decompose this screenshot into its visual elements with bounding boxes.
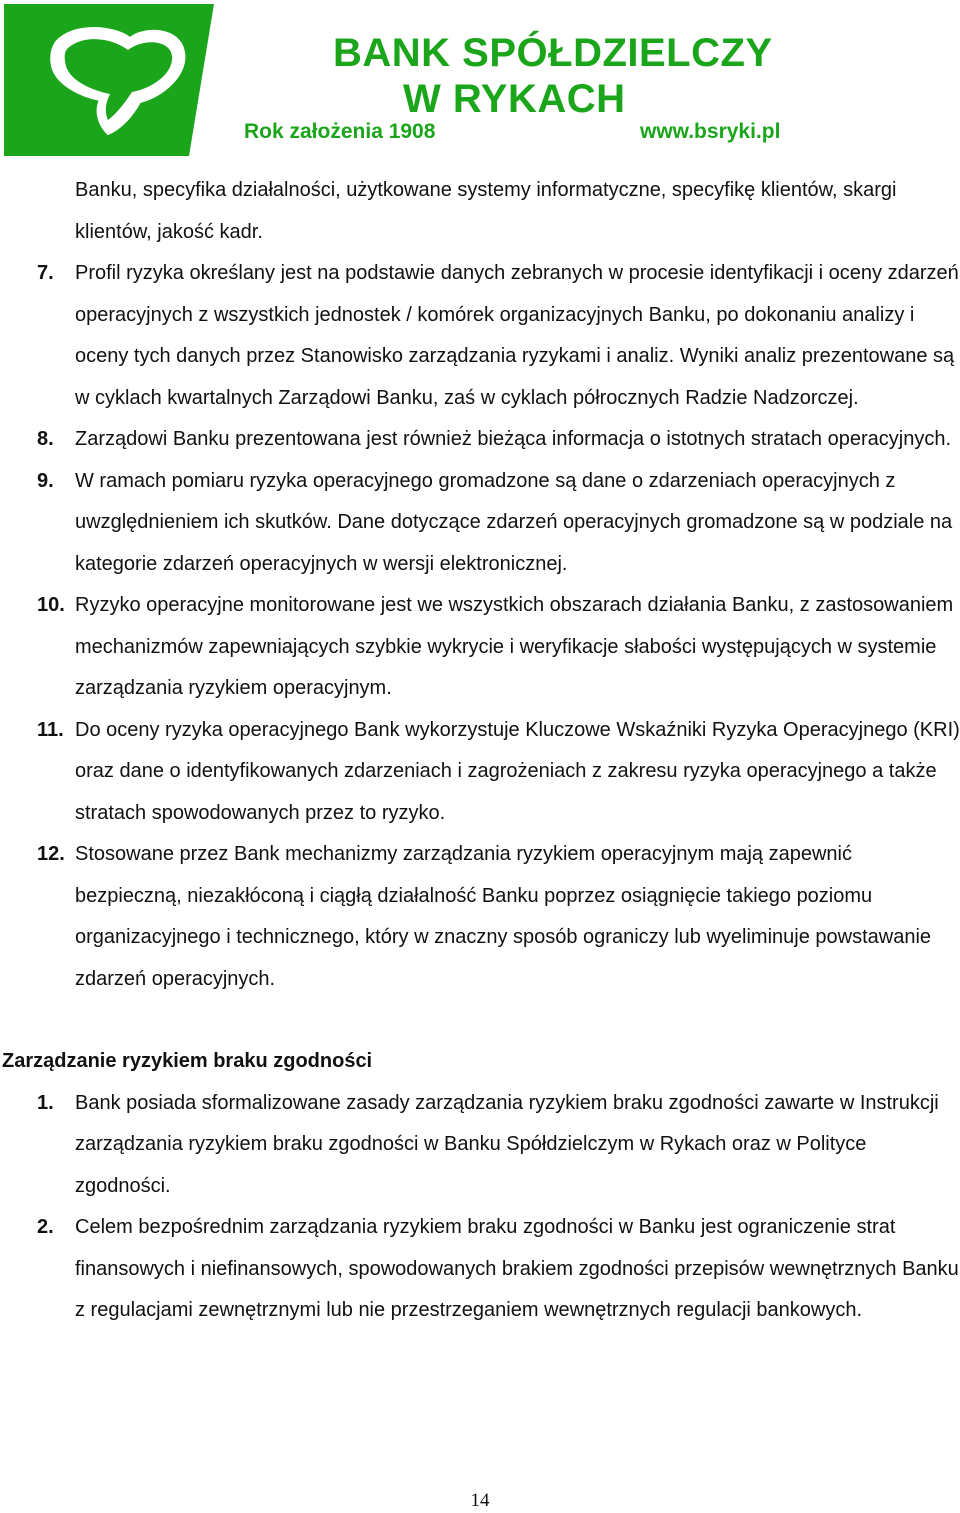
list-item-number: 12. — [37, 843, 65, 865]
page-number: 14 — [470, 1490, 490, 1511]
list-item — [0, 1083, 960, 1208]
list-item-text: Ryzyko operacyjne monitorowane jest we wszystkich obszarach działania Banku, z zastosowaniem mechanizmów zapewniających szybkie wykrycie i weryfikacje słabości występujących w systemie zarządzania ryzykiem operacyjnym. — [75, 594, 954, 699]
list-item — [0, 585, 960, 710]
list-item — [0, 461, 960, 586]
bank-name-line2: W RYKACH — [403, 77, 626, 121]
bank-logo-icon — [4, 4, 214, 156]
list-item — [0, 253, 960, 419]
bank-name — [333, 30, 773, 122]
list-item — [0, 710, 960, 835]
section-title: Zarządzanie ryzykiem braku zgodności — [2, 1050, 373, 1072]
list-item — [0, 834, 960, 1000]
compliance-risk-list — [0, 1083, 960, 1332]
list-item-number: 7. — [37, 262, 54, 284]
list-item-number: 8. — [37, 428, 54, 450]
list-item-text: Celem bezpośrednim zarządzania ryzykiem braku zgodności w Banku jest ograniczenie strat finansowych i niefinansowych, spowodowanych brakiem zgodności przepisów wewnętrznych Banku z regulacjami zewnętrznymi lub nie przestrzeganiem wewnętrznych regulacji bankowych. — [75, 1216, 959, 1321]
website-link[interactable]: www.bsryki.pl — [640, 120, 781, 143]
bank-logo-svg — [4, 4, 214, 156]
list-item-number: 10. — [37, 594, 65, 616]
list-item-text: Do oceny ryzyka operacyjnego Bank wykorzystuje Kluczowe Wskaźniki Ryzyka Operacyjnego (KRI) oraz dane o identyfikowanych zdarzeniach i zagrożeniach z zakresu ryzyka operacyjnego a także stratach spowodowanych przez to ryzyko. — [75, 718, 960, 824]
list-item-text: Bank posiada sformalizowane zasady zarządzania ryzykiem braku zgodności zawarte w Instrukcji zarządzania ryzykiem braku zgodności w Banku Spółdzielczym w Rykach oraz w Polityce zgodności. — [75, 1091, 939, 1197]
document-body — [0, 170, 960, 1332]
founded-year: Rok założenia 1908 — [244, 120, 436, 143]
section-spacer — [0, 1000, 960, 1041]
list-item-number: 11. — [37, 718, 64, 741]
list-item-number: 9. — [37, 469, 54, 492]
list-item-number: 1. — [37, 1091, 54, 1114]
intro-paragraph: Banku, specyfika działalności, użytkowane systemy informatyczne, specyfikę klientów, skargi klientów, jakość kadr. — [75, 179, 897, 243]
list-item-text: W ramach pomiaru ryzyka operacyjnego gromadzone są dane o zdarzeniach operacyjnych z uwzględnieniem ich skutków. Dane dotyczące zdarzeń operacyjnych gromadzone są w podziale na kategorie zdarzeń operacyjnych w wersji elektronicznej. — [75, 469, 953, 575]
list-item — [0, 1207, 960, 1332]
page-header — [0, 0, 960, 160]
bank-name-line1: BANK SPÓŁDZIELCZY — [333, 31, 773, 75]
list-item-text: Profil ryzyka określany jest na podstawie danych zebranych w procesie identyfikacji i oceny zdarzeń operacyjnych z wszystkich jednostek / komórek organizacyjnych Banku, po dokonaniu analizy i oceny tych danych przez Stanowisko zarządzania ryzykami i analiz. Wyniki analiz prezentowane są w cyklach kwartalnych Zarządowi Banku, zaś w cyklach półrocznych Radzie Nadzorczej. — [75, 262, 959, 409]
list-item-text: Zarządowi Banku prezentowana jest również bieżąca informacja o istotnych stratach operacyjnych. — [75, 428, 951, 450]
list-item-text: Stosowane przez Bank mechanizmy zarządzania ryzykiem operacyjnym mają zapewnić bezpieczną, niezakłóconą i ciągłą działalność Banku poprzez osiągnięcie takiego poziomu organizacyjnego i technicznego, który w znaczny sposób ograniczy lub wyeliminuje powstawanie zdarzeń operacyjnych. — [75, 843, 932, 990]
operational-risk-list — [0, 253, 960, 1000]
list-item — [0, 419, 960, 461]
list-item-number: 2. — [37, 1216, 54, 1238]
